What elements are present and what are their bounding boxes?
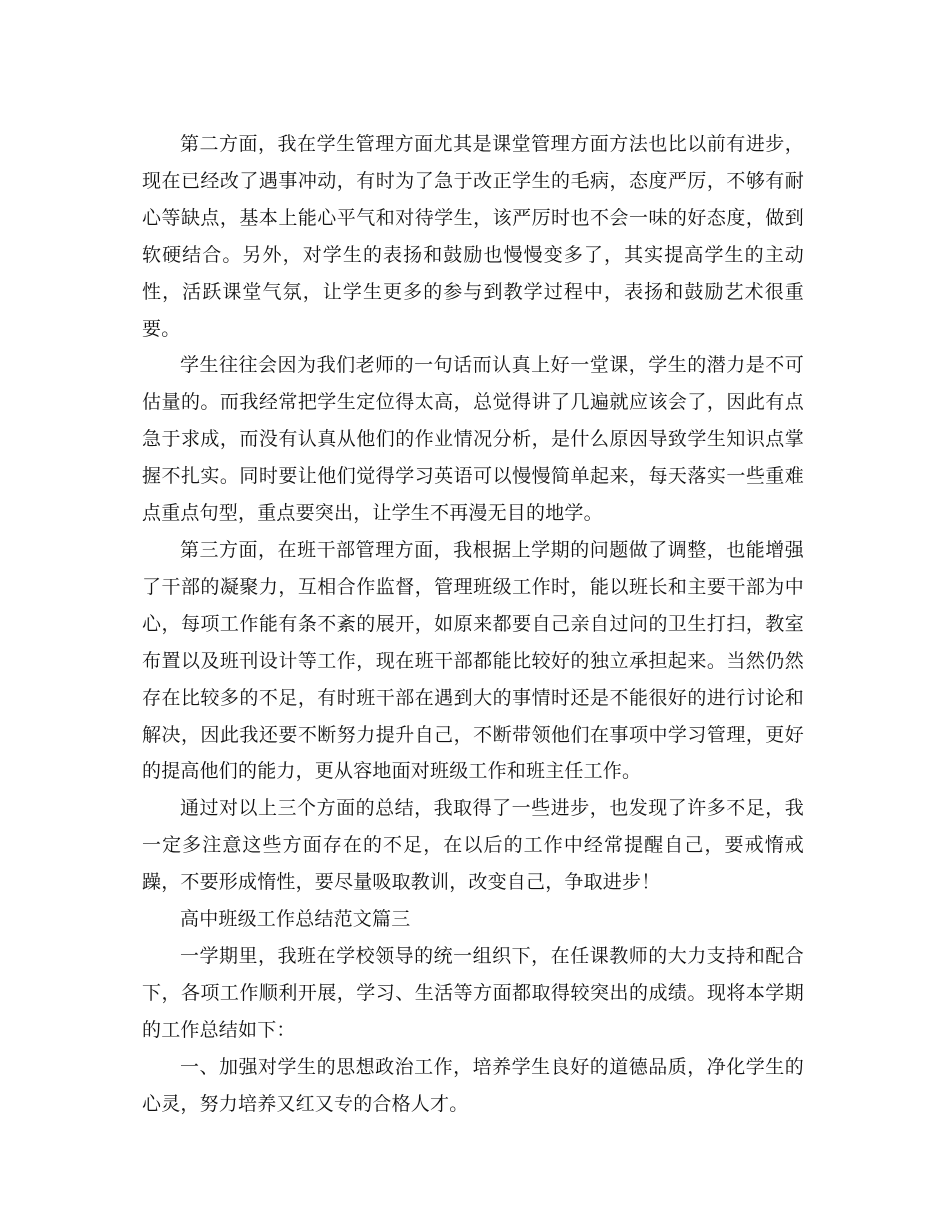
paragraph-student-potential: 学生往往会因为我们老师的一句话而认真上好一堂课，学生的潜力是不可估量的。而我经常把学生定位得太高，总觉得讲了几遍就应该会了，因此有点急于求成，而没有认真从他们的作业情况分析，是什么原因导致学生知识点掌握不扎实。同时要让他们觉得学习英语可以慢慢简单起来，每天落实一些重难点重点句型，重点要突出，让学生不再漫无目的地学。 [142,354,804,525]
paragraph-point-one: 一、加强对学生的思想政治工作，培养学生良好的道德品质，净化学生的心灵，努力培养又红又专的合格人才。 [142,1055,804,1115]
paragraph-student-management: 第二方面，我在学生管理方面尤其是课堂管理方面方法也比以前有进步，现在已经改了遇事冲动，有时为了急于改正学生的毛病，态度严厉，不够有耐心等缺点，基本上能心平气和对待学生，该严厉时也不会一味的好态度，做到软硬结合。另外，对学生的表扬和鼓励也慢慢变多了，其实提高学生的主动性，活跃课堂气氛，让学生更多的参与到教学过程中，表扬和鼓励艺术很重要。 [142,133,804,340]
section-heading: 高中班级工作总结范文篇三 [180,908,411,931]
paragraph-class-cadre-management: 第三方面，在班干部管理方面，我根据上学期的问题做了调整，也能增强了干部的凝聚力，互相合作监督，管理班级工作时，能以班长和主要干部为中心，每项工作能有条不紊的展开，如原来都要自己亲自过问的卫生打扫，教室布置以及班刊设计等工作，现在班干部都能比较好的独立承担起来。当然仍然存在比较多的不足，有时班干部在遇到大的事情时还是不能很好的进行讨论和解决，因此我还要不断努力提升自己，不断带领他们在事项中学习管理，更好的提高他们的能力，更从容地面对班级工作和班主任工作。 [142,538,804,783]
paragraph-summary-conclusion: 通过对以上三个方面的总结，我取得了一些进步，也发现了许多不足，我一定多注意这些方面存在的不足，在以后的工作中经常提醒自己，要戒惰戒躁，不要形成惰性，要尽量吸取教训，改变自己，争取进步！ [142,797,804,894]
paragraph-semester-intro: 一学期里，我班在学校领导的统一组织下，在任课教师的大力支持和配合下，各项工作顺利开展，学习、生活等方面都取得较突出的成绩。现将本学期的工作总结如下： [142,944,804,1041]
document-page [142,126,804,1122]
